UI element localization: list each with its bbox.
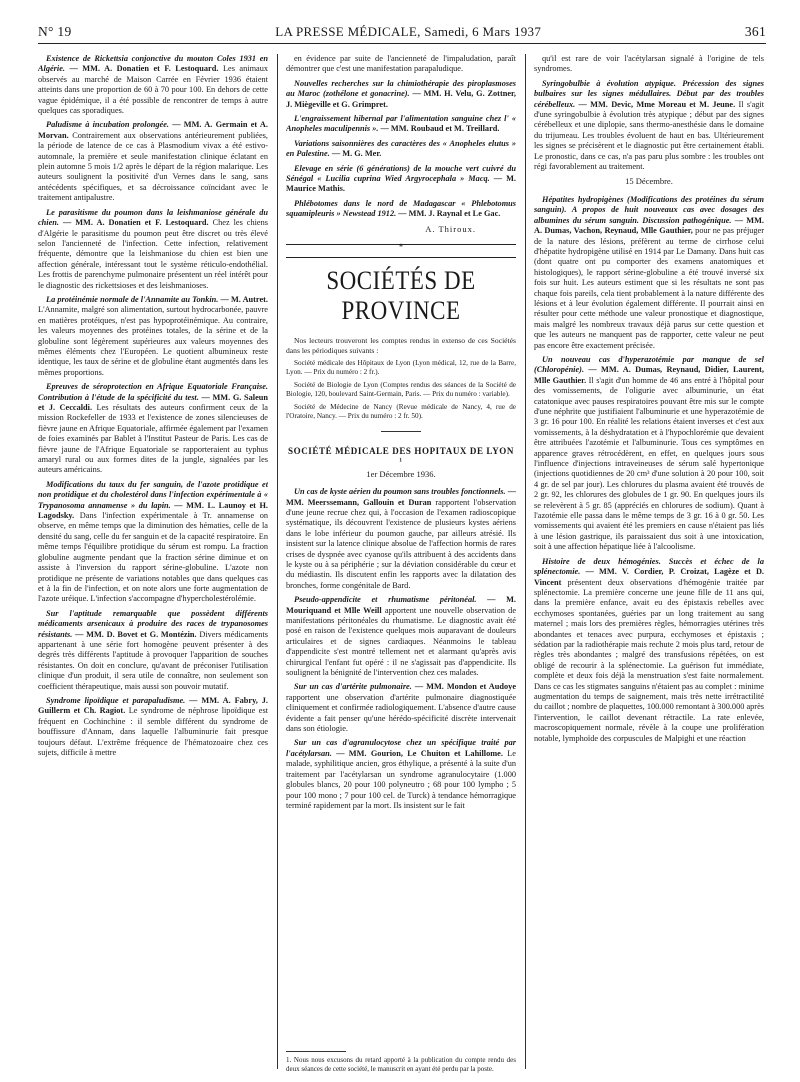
abstract-body: Dans l'infection expérimentale à Tr. annamense on observe, en même temps que la diminution des hématies, celle de la densité du sang, celle du fer sanguin et de la capacité respiratoire. En même temps l'équilibre protidique du sérum est rompu. La fraction globuline augmente pendant que la fraction sérine diminue et on assiste à l'inversion du rapport sérine-globuline. L'azote non protidique ne présente de variations notables que dans quelques cas et à la fin de l'infection, et on note alors une forte augmentation de l'azote uréique. L'infection s'accompagne d'hypercholestérolémie. <box>38 511 268 604</box>
abstract-body: L'Annamite, malgré son alimentation, surtout hydrocarbonée, pauvre en matières protéiques, n'est pas hypoprotéinémique. Au contraire, les valeurs moyennes des protéines totales, de la sérine et de la globuline sont légèrement supérieures aux valeurs moyennes des mêmes éléments chez l'Européen. Le quotient albumineux reste identique, les taux de sérine et de globuline étant augmentés dans les mêmes proportions. <box>38 305 268 377</box>
abstract-title: Syringobulbie à évolution atypique. Précession des signes bulbaires sur les signes médullaires. Début par des troubles cérébelleux. <box>534 78 764 109</box>
abstract-title: Sur un cas d'artérite pulmonaire. <box>294 682 415 692</box>
abstract-entry <box>286 199 516 220</box>
abstract-authors: — MM. Gourion, Le Chuiton et Lahillome. <box>336 748 508 758</box>
abstract-entry <box>286 738 516 811</box>
abstract-title: Variations saisonnières des caractères des « Anopheles elutus » en Palestine. <box>286 138 516 159</box>
journal-list <box>286 359 516 421</box>
abstract-entry <box>38 295 268 378</box>
footnote-rule <box>286 1051 346 1052</box>
abstract-entry <box>286 164 516 195</box>
abstract-body: Il s'agit d'un homme de 46 ans entré à l'hôpital pour des vomissements, de l'oligurie avec albuminurie, un état catatonique avec pauses respiratoires pouvant être mis sur le compte d'une néphrite que justifiaient l'albuminurie et une hyperazotémie de 3 gr. 16 pour 100. En réalité les relations étaient inverses et c'est aux vomissements, à la déshydratation et à l'hypochlorémie que devaient être attribuées l'azotémie et l'albuminurie. Tous ces symptômes en apparence graves rétrocédèrent, en effet, en quelques jours sous l'influence d'injections intraveineuses de sérum salé hypertonique (injections quotidiennes de 20 cm³ d'une solution à 20 pour 100, soit 4 gr. de sel par jour). Les chlorures du plasma avaient été trouvés de 2 gr. 92, les chlorures des globules de 1 gr. 90. En quelques jours ils se relevèrent à 5 gr. 85 (appréciés en chlorures de sodium). Quant à l'azotémie elle passa dans le même temps de 3 gr. 16 à 0 gr. 50. Les vomissements qui avaient été les premiers en cause n'étaient pas liés à une lésion gastrique, ils paraissaient dus soit à une intoxication, soit à une affection hépatique liée à l'alcoolisme. <box>534 375 764 552</box>
abstract-body: présentent deux observations d'hémogénie traitée par splénectomie. La première concerne une jeune fille de 11 ans qui, dans la première enfance, avait eu des épistaxis rebelles avec ecchymoses spontanées, guéries par un long traitement au sang maternel ; mais lors des premières règles, hémorragies utérines très abondantes et tenaces avec purpura, ecchymoses et épistaxis ; sédation par la radiothérapie mais rechute 2 mois plus tard, retour de règles très abondantes ; malgré des transfusions répétées, on est obligé de recourir à la splénectomie. La guérison fut immédiate, complète et deux fois déjà la menstruation s'est faite normalement. Dans ce cas les stigmates sanguins n'étaient pas au complet : minime augmentation du temps de saignement, mais très nette irrétractilité du caillot ; nombre de plaquettes, 100.000 remontant à 300.000 après l'intervention, le caillot devenant rétractile. La rate enlevée, macroscopiquement normale, révèle à la coupe une prolifération notable, lymphoïde des corpuscules de Malpighi et une réaction <box>534 577 764 743</box>
abstract-title: Epreuves de séroprotection en Afrique Equatoriale Française. Contribution à l'étude de la spécificité du test. <box>38 382 268 402</box>
page-number: 361 <box>744 24 766 39</box>
column-3-top <box>534 54 764 172</box>
columns <box>38 54 766 1074</box>
abstract-body: Contrairement aux observations antérieurement publiées, la période de latence de ce cas à Plasmodium vivax a été estivo-automnale, la première et seule manifestation clinique éclatant en plein automne 5 mois 1/2 après le départ de la région malarique. Les auteurs soulignent la positivité d'un Vernes dans le sang, sans antécédents spécifiques, et sa décroissance coïncidant avec le traitement antipalustre. <box>38 130 268 203</box>
abstract-body: pour ne pas préjuger de la nature des lésions, préfèrent au terme de cirrhose celui d'hépatite hydropigène utilisé en 1914 par Le Damany. Dans huit cas (dont quatre ont pu comporter des examens anatomiques et histologiques), le rapport sérine-globuline a été trouvé inversé six fois sur huit. Les auteurs estiment que si les résultats ne sont pas chaque fois pareils, cela tient probablement à la nature différente des lésions et à leur évolution également différente. Il pourrait ainsi en résulter pour cette méthode une valeur pronostique et diagnostique, mais malgré les nombreux travaux déjà parus sur cette question et que les auteurs ne manquent pas de rapporter, cette valeur ne peut pas encore être exactement précisée. <box>534 226 764 350</box>
abstract-body: apportent une nouvelle observation de manifestations péritonéales du rhumatisme. Le diagnostic avait été posé en raison de l'existence quelques mois auparavant de douleurs articulaires et de signes cardiaques. Néanmoins le tableau d'appendicite s'est montré tellement net et alarmant qu'après avis chirurgical l'enfant fut opéré : il ne s'agissait pas d'appendicite. Ils soulignent la bénignité de l'intervention chez ces malades. <box>286 605 516 678</box>
abstract-entry <box>38 208 268 291</box>
abstract-authors: — MM. L. Launoy et H. Lagodsky. <box>38 500 268 521</box>
abstract-entry <box>38 54 268 116</box>
abstract-entry <box>38 480 268 605</box>
column-3 <box>534 54 764 1074</box>
abstract-entry <box>286 595 516 678</box>
abstract-authors: — MM. Mondon et Audoye <box>414 682 516 692</box>
abstract-title: Sur l'aptitude remarquable que possèdent différents médicaments arsenicaux à produire des races de trypanosomes résistants. <box>38 608 268 639</box>
abstract-title: Nouvelles recherches sur la chimiothérapie des piroplasmoses au Maroc (zothélone et gonacrine). <box>286 78 516 99</box>
issue-number: N° 19 <box>38 24 72 39</box>
column-2 <box>286 54 516 1074</box>
abstract-authors: — MM. A. Donatien et F. Lestoquard. <box>69 64 223 74</box>
abstract-body: en évidence par suite de l'ancienneté de l'impaludation, paraît démontrer que c'est une manifestation parapaludique. <box>286 54 516 74</box>
abstract-entry <box>286 54 516 75</box>
column-2-bottom <box>286 487 516 811</box>
abstract-title: Le parasitisme du poumon dans la leishmaniose générale du chien. <box>38 207 268 228</box>
abstract-title: Hépatites hydropigènes (Modifications des protéines du sérum sanguin). A propos de huit nouveaux cas avec dosages des albumines du sérum sanguin. Discussion pathogénique. <box>534 194 764 225</box>
abstract-authors: — MM. J. Raynal et Le Gac. <box>398 209 501 219</box>
abstract-entry <box>534 195 764 351</box>
abstract-authors: — MM. G. Saleun et J. Ceccaldi. <box>38 392 268 412</box>
abstract-body: rapportent une observation d'artérite pulmonaire diagnostiquée cliniquement et confirmée radiologiquement. L'absence d'autre cause évidente a fait penser qu'une hérédo-spécificité discrète intervenait dans son étiologie. <box>286 692 516 734</box>
abstract-body: Les résultats des auteurs confirment ceux de la mission Rockefeller de 1933 et l'existence de zones silencieuses de fièvre jaune en Afrique Equatoriale, affirmée également par l'examen de foies examinés par Bablet à l'Institut Pasteur de Paris. Les cas de fièvre jaune de l'Afrique Equatoriale se rapporteraient au typhus amaryl rural ou aux formes dites de la jungle, signalées par les auteurs américains. <box>38 403 268 475</box>
abstract-entry <box>286 79 516 110</box>
section-intro: Nos lecteurs trouveront les comptes rendus in extenso de ces Sociétés dans les périodiques suivants : <box>286 336 516 355</box>
abstract-title: Modifications du taux du fer sanguin, de l'azote protidique et non protidique et du cholestérol dans l'infection expérimentale à « Trypanosoma annamense » du lapin. <box>38 479 268 510</box>
abstract-authors: — MM. V. Cordier, P. Croizat, Lagèze et D. Vincent <box>534 567 764 587</box>
abstract-body: rapportent l'observation d'une jeune recrue chez qui, à l'occasion de l'examen radioscopique systématique, ils découvrent l'existence de plusieurs kystes aériens dans le lobe inférieur du poumon gauche, par ailleurs atrésié. Ils insistent sur la latence clinique absolue de l'affection hormis de rares crises de dyspnée avec cyanose qu'ils attribuent à des accidents dans le kyste ou à sa périphérie ; sur la déviation considérable du cœur et du médiastin. Ils discutent enfin les rapports avec la dilatation des bronches, forme congénitale de Bard. <box>286 497 516 590</box>
abstract-entry <box>534 355 764 553</box>
journal-entry: Société médicale des Hôpitaux de Lyon (Lyon médical, 12, rue de la Barre, Lyon. — Prix du numéro : 2 fr.). <box>286 358 516 376</box>
abstract-authors: — MM. D. Bovet et G. Montézin. <box>75 629 200 639</box>
abstract-title: L'engraissement hibernal par l'alimentation sanguine chez l' « Anopheles maculipennis ». <box>286 114 516 134</box>
page-header <box>38 24 766 44</box>
abstract-body: qu'il est rare de voir l'acétylarsan signalé à l'origine de tels syndromes. <box>534 54 764 74</box>
abstract-authors: — M. Maurice Mathis. <box>286 174 516 194</box>
abstract-entry <box>534 557 764 744</box>
abstract-entry <box>38 382 268 476</box>
abstract-body: Les animaux observés au marché de Maison Carrée en Février 1936 étaient atteints dans une proportion de 60 à 70 pour 100. En dehors de cette vague épidémique, il a été possible de rencontrer de temps à autre quelques cas sporadiques. <box>38 64 268 116</box>
column-1 <box>38 54 268 1074</box>
abstract-authors: — MM. A. Fabry, J. Guillerm et Ch. Ragiot. <box>38 695 268 716</box>
abstract-body: Le malade, syphilitique ancien, gros éthylique, a présenté à la suite d'un traitement par l'acétylarsan un syndrome agranulocytaire (1.000 globules blancs, 20 pour 100 polyneutro ; 68 pour 100 lympho ; 5 pour 100 mono ; 7 pour 100 cel. de Turck) à tendance hémorragique terminé rapidement par la mort. Ils insistent sur le fait <box>286 748 516 810</box>
abstract-title: Pseudo-appendicite et rhumatisme péritonéal. <box>294 595 488 605</box>
abstract-entry <box>286 114 516 135</box>
abstract-title: Elevage en série (6 générations) de la mouche vert cuivré du Sénégal « Lucilia cuprina Wied Argyrocephala » Macq. <box>286 163 516 184</box>
journal-entry: Société de Médecine de Nancy (Revue médicale de Nancy, 4, rue de l'Oratoire, Nancy. — Prix du numéro : 2 fr. 50). <box>286 402 516 420</box>
section-ornament: * <box>398 242 404 253</box>
abstract-title: Syndrome lipoïdique et parapaludisme. <box>46 695 190 705</box>
footnote-text: 1. Nous nous excusons du retard apporté à la publication du compte rendu des deux séances de cette société, le manuscrit en ayant été perdu par la poste. <box>286 1056 516 1073</box>
abstract-body: Chez les chiens d'Algérie le parasitisme du poumon peut être discret ou très élevé selon l'ancienneté de l'infection. Cette infection, relativement fréquente, démontre que la leishmaniose du chien est bien une affection générale, intéressant tout le système réticulo-endothélial. Les frottis de parenchyme pulmonaire présentent un réel intérêt pour le diagnostic des rickettsioses et des leishmanioses. <box>38 218 268 290</box>
column-rule <box>277 54 278 1069</box>
divider <box>381 431 421 432</box>
journal-entry: Société de Biologie de Lyon (Comptes rendus des séances de la Société de Biologie, 120, boulevard Saint-Germain, Paris. — Prix du numéro : variable). <box>286 380 516 398</box>
column-rule <box>525 54 526 1069</box>
abstract-title: Un nouveau cas d'hyperazotémie par manque de sel (Chloropénie). <box>534 354 764 375</box>
divider <box>286 257 516 258</box>
abstract-authors: — MM. A. Germain et A. Morvan. <box>38 120 268 140</box>
abstract-title: Paludisme à incubation prolongée. <box>46 120 173 130</box>
section-title: SOCIÉTÉS DE PROVINCE <box>326 266 476 325</box>
abstract-authors: — MM. Devic, Mme Moreau et M. Jeune. <box>578 99 739 109</box>
abstract-title: La protéinémie normale de l'Annamite au Tonkin. <box>46 294 221 304</box>
abstract-authors: — MM. Meerssemann, Gallouin et Duran <box>286 487 516 507</box>
journal-page <box>38 24 766 1074</box>
abstract-entry <box>286 487 516 591</box>
abstract-entry <box>286 682 516 734</box>
abstract-authors: — MM. A. Dumas, Vachon, Reynaud, Mlle Gauthier, <box>534 215 764 236</box>
abstract-title: Sur un cas d'agranulocytose chez un spécifique traité par l'acétylarsan. <box>286 738 516 758</box>
footnote <box>286 1051 516 1074</box>
abstract-authors: — MM. A. Donatien et F. Lestoquard. <box>62 218 213 228</box>
abstract-body: Le syndrome de néphrose lipoïdique est fréquent en Cochinchine : il semble différent du syndrome de bouffissure d'Annam, dans laquelle l'albuminurie fait presque toujours défaut. L'extrême fréquence de l'hématozoaire chez ces sujets, difficile à mettre <box>38 706 268 757</box>
session-date: 1er Décembre 1936. <box>366 468 436 479</box>
session-date: 15 Décembre. <box>625 176 673 187</box>
abstract-entry <box>534 54 764 75</box>
abstract-authors: — M. G. Mer. <box>331 149 382 159</box>
abstract-authors: — MM. H. Velu, G. Zottner, J. Miègeville et G. Grimpret. <box>286 89 516 109</box>
abstract-body: Il s'agit d'une syringobulbie à évolution très atypique ; début par des signes cérébelleux et une diplopie, sans thermo-anesthésie dans le domaine du trijumeau. Les troubles évoluent de haut en bas. Ultérieurement les signes se précisèrent et le diagnostic put être certainement établi. Le pronostic, dans ce cas, n'a pas paru plus sombre : les troubles ont régi favorablement au traitement. <box>534 99 764 172</box>
abstract-title: Phlébotomes dans le nord de Madagascar « Phlebotomus squamipleuris » Newstead 1912. <box>286 198 516 219</box>
abstract-body: Divers médicaments appartenant à une série fort homogène peuvent présenter à des degrés très différents l'aptitude à provoquer l'apparition de souches résistantes. On doit en conclure, qu'avant de préconiser l'utilisation clinique d'un produit, il sera utile de connaître, non seulement son coefficient thérapeutique, mais aussi son pouvoir mutatif. <box>38 629 268 691</box>
abstract-entry <box>286 139 516 160</box>
abstract-authors: — M. Mouriquand et Mlle Weill <box>286 595 516 615</box>
abstract-authors: — M. Autret. <box>220 294 268 304</box>
abstract-title: Un cas de kyste aérien du poumon sans troubles fonctionnels. <box>294 487 508 497</box>
abstract-entry <box>534 79 764 173</box>
abstract-authors: — MM. A. Dumas, Reynaud, Didier, Laurent, Mlle Gauthier. <box>534 365 764 385</box>
abstract-entry <box>38 696 268 758</box>
abstract-entry <box>38 120 268 203</box>
column-2-top <box>286 54 516 220</box>
journal-title: LA PRESSE MÉDICALE, Samedi, 6 Mars 1937 <box>275 24 542 39</box>
abstract-authors: — MM. Roubaud et M. Treillard. <box>380 124 500 134</box>
abstract-title: Histoire de deux hémogénies. Succès et échec de la splénectomie. <box>534 556 764 577</box>
signature: A. Thiroux. <box>425 223 476 234</box>
abstract-entry <box>38 609 268 692</box>
abstract-title: Existence de Rickettsia conjonctive du mouton Coles 1931 en Algérie. <box>38 54 268 74</box>
column-3-bottom <box>534 195 764 744</box>
society-heading: SOCIÉTÉ MÉDICALE DES HOPITAUX DE LYON ¹ <box>288 445 514 467</box>
